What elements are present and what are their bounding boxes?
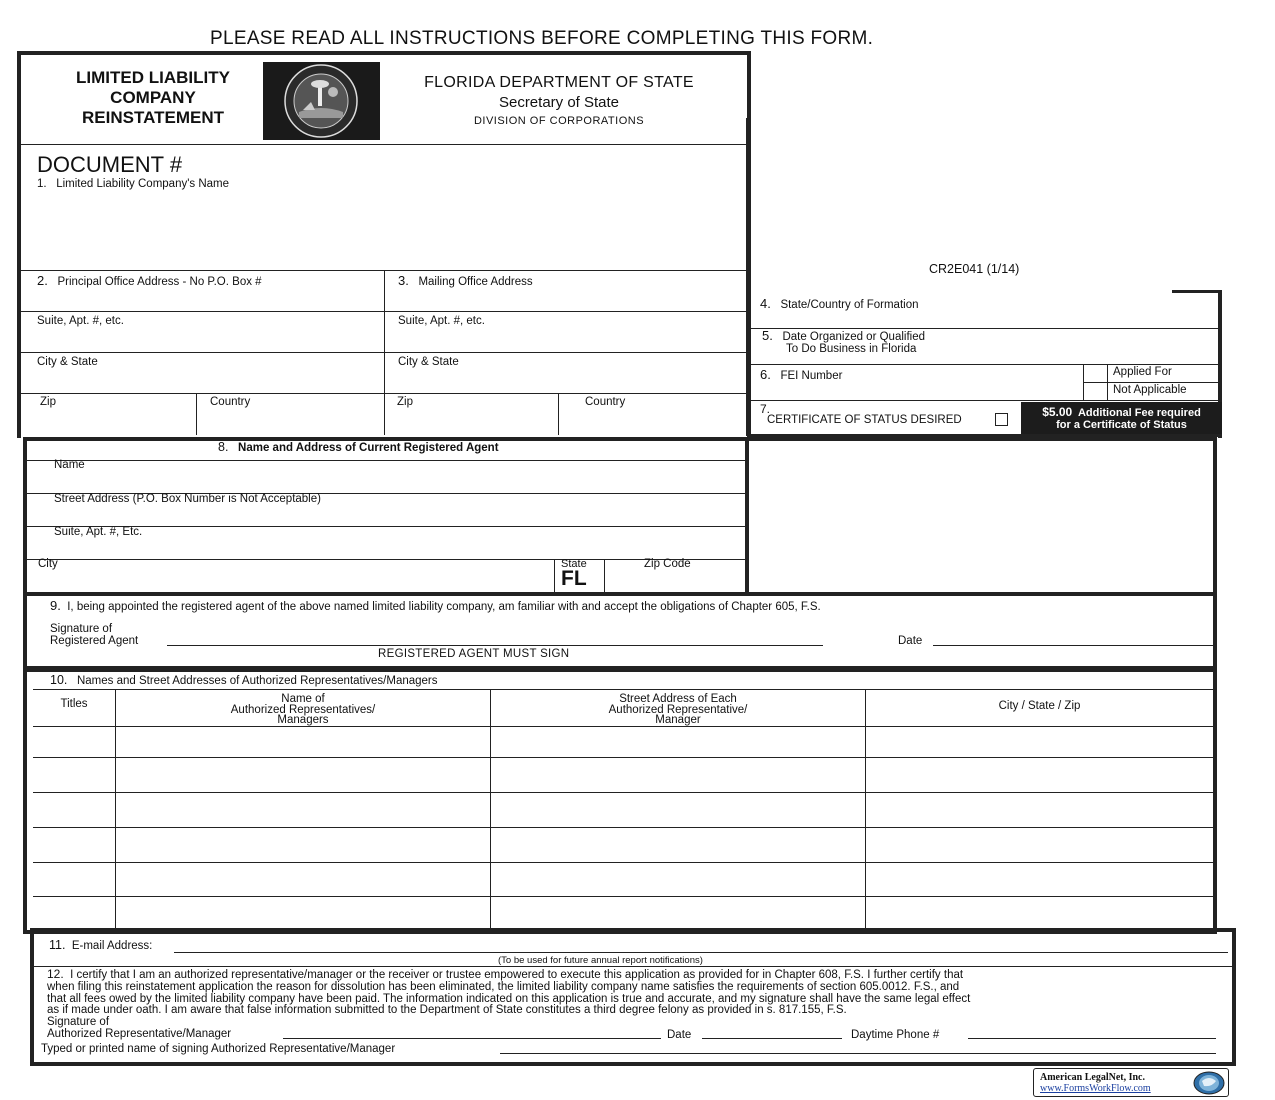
col-names-header: Name of Authorized Representatives/ Managers [230,693,376,726]
rep-date-line[interactable] [702,1038,842,1039]
field6-label: 6. FEI Number [760,367,843,382]
rep-date-label: Date [667,1029,692,1041]
agent-must-sign: REGISTERED AGENT MUST SIGN [378,648,570,660]
col-street-header: Street Address of Each Authorized Representative/ Manager [608,693,748,726]
email-note: (To be used for future annual report notifications) [498,955,703,966]
agent-date-line[interactable] [933,645,1213,646]
principal-country-label: Country [210,396,251,408]
field3-label: 3. Mailing Office Address [398,273,533,288]
agent-street-label: Street Address (P.O. Box Number is Not Acceptable) [54,493,321,505]
state-seal [263,62,380,140]
field10-title: 10. Names and Street Addresses of Authorized Representatives/Managers [50,673,438,687]
legalnet-url[interactable]: www.FormsWorkFlow.com [1040,1083,1151,1094]
agent-name-label: Name [54,459,85,471]
field1-label: 1. Limited Liability Company's Name [37,178,230,190]
fee-notice: $5.00 Additional Fee required for a Certificate of Status [1021,402,1222,436]
mailing-city-label: City & State [398,356,459,368]
agent-signature-line[interactable] [167,645,823,646]
form-code: CR2E041 (1/14) [929,262,1020,276]
field5-label: 5. Date Organized or Qualified To Do Business in Florida [762,328,925,355]
col-titles-header: Titles [60,698,88,710]
rep-signature-line[interactable] [283,1038,661,1039]
typed-name-label: Typed or printed name of signing Authorized Representative/Manager [41,1043,396,1055]
instruction-header: PLEASE READ ALL INSTRUCTIONS BEFORE COMPLETING THIS FORM. [210,28,874,49]
principal-zip-label: Zip [40,396,56,408]
fei-applied-for[interactable]: Applied For [1113,366,1172,378]
principal-suite-label: Suite, Apt. #, etc. [37,315,124,327]
agent-state-label: State [561,558,587,570]
field4-label: 4. State/Country of Formation [760,296,919,311]
agency-block: FLORIDA DEPARTMENT OF STATE Secretary of State DIVISION OF CORPORATIONS [424,74,694,127]
fei-not-applicable[interactable]: Not Applicable [1113,384,1187,396]
principal-city-label: City & State [37,356,98,368]
mailing-country-label: Country [585,396,626,408]
rep-phone-label: Daytime Phone # [851,1029,940,1041]
field11-label: 11. E-mail Address: [49,938,153,952]
rep-signature-label: Signature of Authorized Representative/Manager [47,1016,232,1040]
field8-title: 8. Name and Address of Current Registered Agent [218,440,499,454]
mailing-suite-label: Suite, Apt. #, etc. [398,315,485,327]
company-name-input[interactable] [30,195,730,265]
agent-state-value: FL [561,567,587,590]
agent-city-label: City [38,558,58,570]
agent-signature-label: Signature of Registered Agent [50,623,139,647]
certification-text: 12. I certify that I am an authorized representative/manager or the receiver or trustee empowered to execute this application as provided for in Chapter 608, F.S. I further certify that when filing this reinstatement application the reason for dissolution has been eliminated, the limited liability company name satisfies the requirements of section 605.0012. F.S., and that all fees owed by the limited liability company have been paid. The information indicated on this application is true and accurate, and my signature shall have the same legal effect as if made under oath. I am aware that false information submitted to the Department of State constitutes a third degree felony as provided in s. 817.155, F.S. [47,967,971,1017]
email-input-line[interactable] [174,952,1228,953]
form-title: LIMITED LIABILITY COMPANY REINSTATEMENT [76,68,230,127]
globe-icon [1192,1071,1226,1095]
agent-date-label: Date [898,635,923,647]
typed-name-line[interactable] [500,1053,1216,1054]
legalnet-company: American LegalNet, Inc. [1040,1072,1145,1083]
certificate-checkbox[interactable] [995,413,1008,426]
field7-num: 7. [760,402,771,416]
field2-label: 2. Principal Office Address - No P.O. Box # [37,273,262,288]
mailing-zip-label: Zip [397,396,413,408]
rep-phone-line[interactable] [968,1038,1216,1039]
legalnet-badge[interactable] [1033,1068,1229,1097]
document-number-label: DOCUMENT # [37,152,183,177]
agent-zip-label: Zip Code [644,558,691,570]
field7-label: CERTIFICATE OF STATUS DESIRED [767,414,962,426]
col-city-header: City / State / Zip [998,700,1081,712]
agent-suite-label: Suite, Apt. #, Etc. [54,526,143,538]
field9-text: 9. I, being appointed the registered agent of the above named limited liability company, am familiar with and accept the obligations of Chapter 605, F.S. [50,598,821,613]
